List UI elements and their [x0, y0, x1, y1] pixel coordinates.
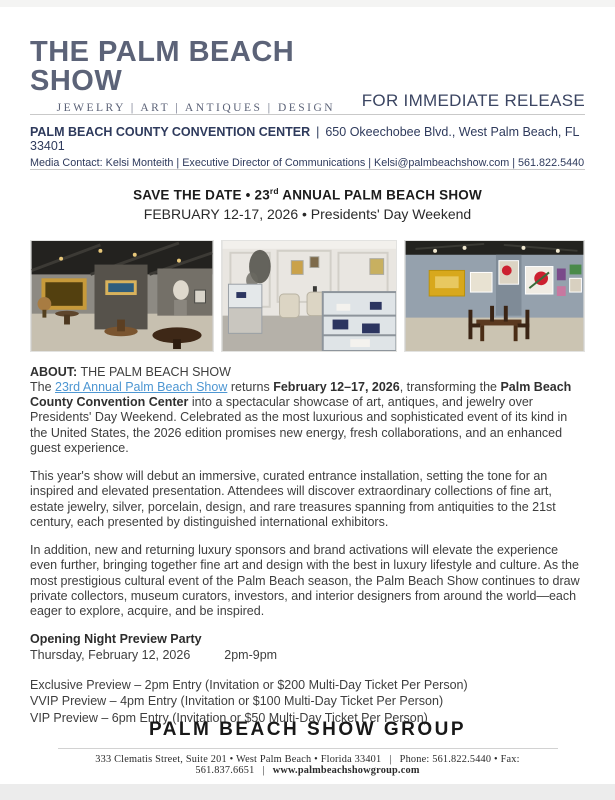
gallery-photo-dark-hall: [30, 240, 214, 352]
bold-dates: February 12–17, 2026: [273, 379, 400, 394]
about-paragraph-1: The 23rd Annual Palm Beach Show returns February 12–17, 2026, transforming the Palm Beach County Convention Center into a spectacular showcase of art, antiques, and jewelry over Presidents' Day Weekend. Celebrated as the most luxurious and sophisticated event of its kind in the United States, the 2026 edition promises new energy, fresh collaborations, and an enhanced guest experience.: [30, 379, 572, 455]
headline-suffix: ANNUAL PALM BEACH SHOW: [278, 187, 482, 203]
footer-street-address: 333 Clematis Street, Suite 201 • West Palm Beach • Florida 33401: [95, 754, 382, 765]
divider-contact: [30, 169, 585, 170]
preview-party-datetime: [30, 648, 585, 663]
gallery-photo-white-room: [221, 240, 398, 352]
save-the-date-subline: FEBRUARY 12-17, 2026 • Presidents' Day Weekend: [143, 205, 472, 222]
page-bottom-edge: [0, 784, 615, 800]
media-contact-line: Media Contact: Kelsi Monteith | Executive Director of Communications | Kelsi@palmbeachshow.com | 561.822.5440: [30, 157, 585, 169]
about-heading: [30, 365, 585, 380]
header: [30, 0, 585, 114]
footer-divider: [58, 748, 558, 749]
venue-address: 650 Okeechobee Blvd., West Palm Beach, FL 33401: [30, 125, 579, 153]
about-section: [30, 365, 585, 727]
footer-phone-fax: Phone: 561.822.5440 • Fax: 561.837.6651: [195, 754, 520, 776]
for-immediate-release-label: FOR IMMEDIATE RELEASE: [361, 91, 585, 110]
headline-ordinal-suffix: rd: [269, 186, 279, 196]
page-top-edge: [0, 0, 615, 7]
bold-venue: Palm Beach County Convention Center: [30, 379, 572, 409]
venue-line: [30, 125, 585, 153]
logo-tagline: JEWELRY | ART | ANTIQUES | DESIGN: [56, 102, 336, 114]
about-heading-rest: THE PALM BEACH SHOW: [77, 364, 231, 379]
show-link[interactable]: 23rd Annual Palm Beach Show: [55, 379, 228, 394]
gallery-photo-blue-wall: [404, 240, 585, 352]
save-the-date: [30, 186, 585, 222]
footer-address-line: 333 Clematis Street, Suite 201 • West Palm Beach • Florida 33401 | Phone: 561.822.5440 • Fax: 561.837.6651 | www.palmbeachshowgroup.com: [95, 754, 520, 776]
preview-date: Thursday, February 12, 2026: [30, 647, 191, 662]
venue-name: PALM BEACH COUNTY CONVENTION CENTER: [30, 125, 311, 139]
ticket-vip-preview: VIP Preview – 6pm Entry (Invitation or $50 Multi-Day Ticket Per Person): [30, 710, 428, 725]
preview-time: 2pm-9pm: [224, 647, 278, 662]
about-paragraph-2: This year's show will debut an immersive, curated entrance installation, setting the tone for an inspired and elevated presentation. Attendees will discover extraordinary collections of fine art, estate jewelry, silver, porcelain, design, and rare treasures spanning from antiquities to the 21st century, each presented by distinguished international exhibitors.: [30, 469, 556, 529]
ticket-vvip-preview: VVIP Preview – 4pm Entry (Invitation or $100 Multi-Day Ticket Per Person): [30, 694, 444, 709]
ticket-exclusive-preview: Exclusive Preview – 2pm Entry (Invitation or $200 Multi-Day Ticket Per Person): [30, 677, 468, 692]
logo-title: THE PALM BEACH SHOW: [30, 36, 295, 97]
footer-website: www.palmbeachshowgroup.com: [272, 765, 420, 776]
contact-block: [30, 125, 585, 169]
about-paragraph-3: In addition, new and returning luxury sponsors and brand activations will elevate the experience even further, bringing together fine art and design with the best in luxury lifestyle and culture. As the most prestigious cultural event of the Palm Beach season, the Palm Beach Show continues to draw private collectors, museum curators, investors, and interior designers from around the world—each eager to explore, acquire, and be inspired.: [30, 543, 580, 618]
save-the-date-headline: [30, 186, 585, 203]
footer: [0, 719, 615, 776]
preview-party-heading: Opening Night Preview Party: [30, 632, 202, 647]
headline-prefix: SAVE THE DATE • 23: [133, 187, 270, 203]
divider-top: [30, 114, 585, 115]
logo: [30, 38, 362, 114]
gallery-photos: [30, 240, 585, 352]
about-label: ABOUT:: [30, 364, 78, 379]
footer-group-name: PALM BEACH SHOW GROUP: [148, 719, 467, 740]
venue-separator: |: [316, 125, 320, 139]
